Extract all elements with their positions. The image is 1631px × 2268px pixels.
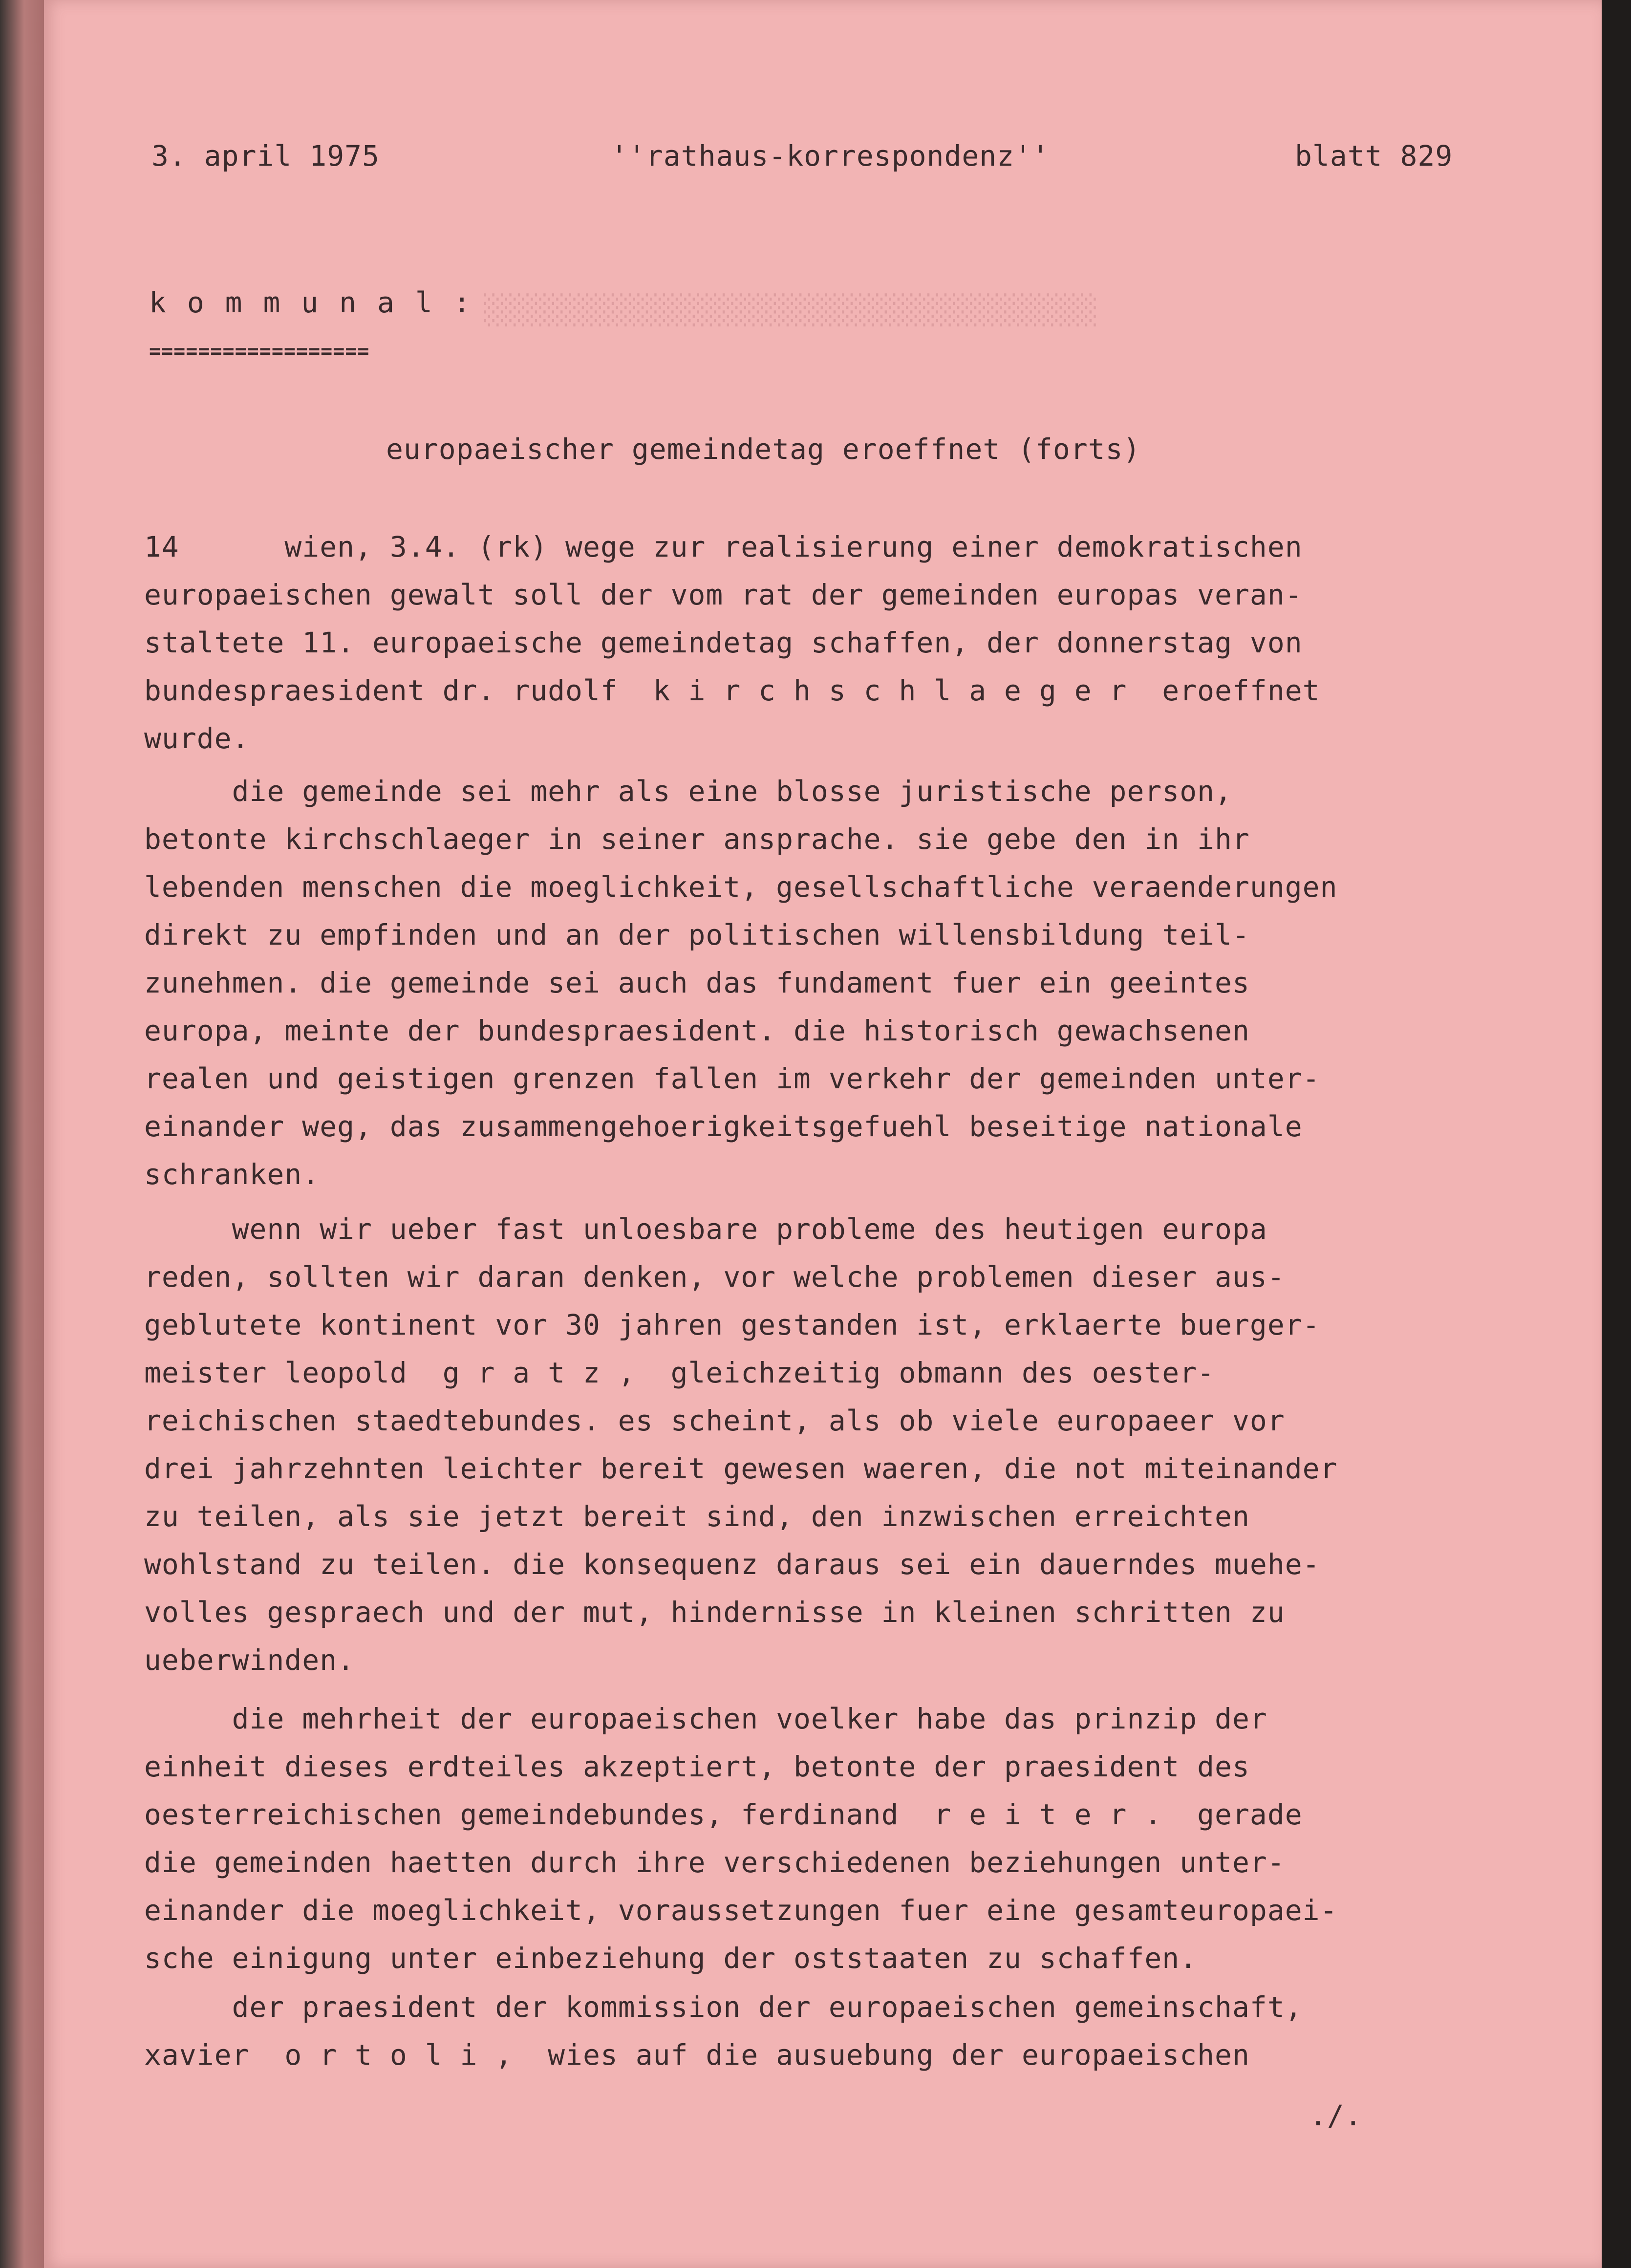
- body-line: oesterreichischen gemeindebundes, ferdinand r e i t e r . gerade: [144, 1798, 1303, 1831]
- body-line: die gemeinden haetten durch ihre verschiedenen beziehungen unter-: [144, 1846, 1285, 1879]
- body-line: betonte kirchschlaeger in seiner ansprache. sie gebe den in ihr: [144, 822, 1250, 856]
- body-line: die mehrheit der europaeischen voelker habe das prinzip der: [144, 1702, 1267, 1735]
- section-underline: ==================: [149, 340, 370, 363]
- body-line: einander weg, das zusammengehoerigkeitsgefuehl beseitige nationale: [144, 1110, 1303, 1143]
- body-line: xavier o r t o l i , wies auf die ausuebung der europaeischen: [144, 2038, 1250, 2072]
- body-line: lebenden menschen die moeglichkeit, gesellschaftliche veraenderungen: [144, 870, 1338, 904]
- header-date: 3. april 1975: [151, 139, 380, 173]
- body-line: volles gespraech und der mut, hindernisse in kleinen schritten zu: [144, 1596, 1285, 1629]
- body-line: der praesident der kommission der europaeischen gemeinschaft,: [144, 1990, 1303, 2024]
- body-line: staltete 11. europaeische gemeindetag schaffen, der donnerstag von: [144, 626, 1303, 659]
- body-line: einheit dieses erdteiles akzeptiert, betonte der praesident des: [144, 1750, 1250, 1783]
- body-line: bundespraesident dr. rudolf k i r c h s c h l a e g e r eroeffnet: [144, 674, 1320, 707]
- body-line: zunehmen. die gemeinde sei auch das fundament fuer ein geeintes: [144, 966, 1250, 999]
- scan-border: [1602, 0, 1631, 2268]
- body-line: europa, meinte der bundespraesident. die historisch gewachsenen: [144, 1014, 1250, 1047]
- body-line: drei jahrzehnten leichter bereit gewesen waeren, die not miteinander: [144, 1452, 1338, 1485]
- body-line: wurde.: [144, 722, 250, 755]
- body-line: reichischen staedtebundes. es scheint, als ob viele europaeer vor: [144, 1404, 1285, 1437]
- article-title: europaeischer gemeindetag eroeffnet (forts): [386, 432, 1141, 466]
- body-line: realen und geistigen grenzen fallen im verkehr der gemeinden unter-: [144, 1062, 1320, 1095]
- header-sheet-number: blatt 829: [1295, 139, 1453, 173]
- body-line: direkt zu empfinden und an der politischen willensbildung teil-: [144, 918, 1250, 951]
- binding-edge: [0, 0, 44, 2268]
- body-line: wenn wir ueber fast unloesbare probleme des heutigen europa: [144, 1212, 1267, 1246]
- body-line: reden, sollten wir daran denken, vor welche problemen dieser aus-: [144, 1260, 1285, 1294]
- body-line: ueberwinden.: [144, 1643, 355, 1677]
- show-through-texture: ░░░░░░░░░░░░░░░░░░░░░░░░░░░░░░░░░░░░: [484, 293, 1098, 326]
- section-label: k o m m u n a l :: [149, 286, 472, 319]
- body-line: europaeischen gewalt soll der vom rat der gemeinden europas veran-: [144, 578, 1303, 611]
- body-line: 14 wien, 3.4. (rk) wege zur realisierung einer demokratischen: [144, 530, 1303, 563]
- body-line: meister leopold g r a t z , gleichzeitig obmann des oester-: [144, 1356, 1215, 1389]
- body-line: wohlstand zu teilen. die konsequenz daraus sei ein dauerndes muehe-: [144, 1548, 1320, 1581]
- continuation-mark: ./.: [1309, 2099, 1362, 2132]
- body-line: geblutete kontinent vor 30 jahren gestanden ist, erklaerte buerger-: [144, 1308, 1320, 1341]
- body-line: einander die moeglichkeit, voraussetzungen fuer eine gesamteuropaei-: [144, 1894, 1338, 1927]
- body-line: zu teilen, als sie jetzt bereit sind, den inzwischen erreichten: [144, 1500, 1250, 1533]
- header-publication: ''rathaus-korrespondenz'': [611, 139, 1050, 173]
- body-line: schranken.: [144, 1158, 320, 1191]
- body-line: sche einigung unter einbeziehung der oststaaten zu schaffen.: [144, 1942, 1198, 1975]
- body-line: die gemeinde sei mehr als eine blosse juristische person,: [144, 775, 1232, 808]
- typed-page: [44, 0, 1602, 2268]
